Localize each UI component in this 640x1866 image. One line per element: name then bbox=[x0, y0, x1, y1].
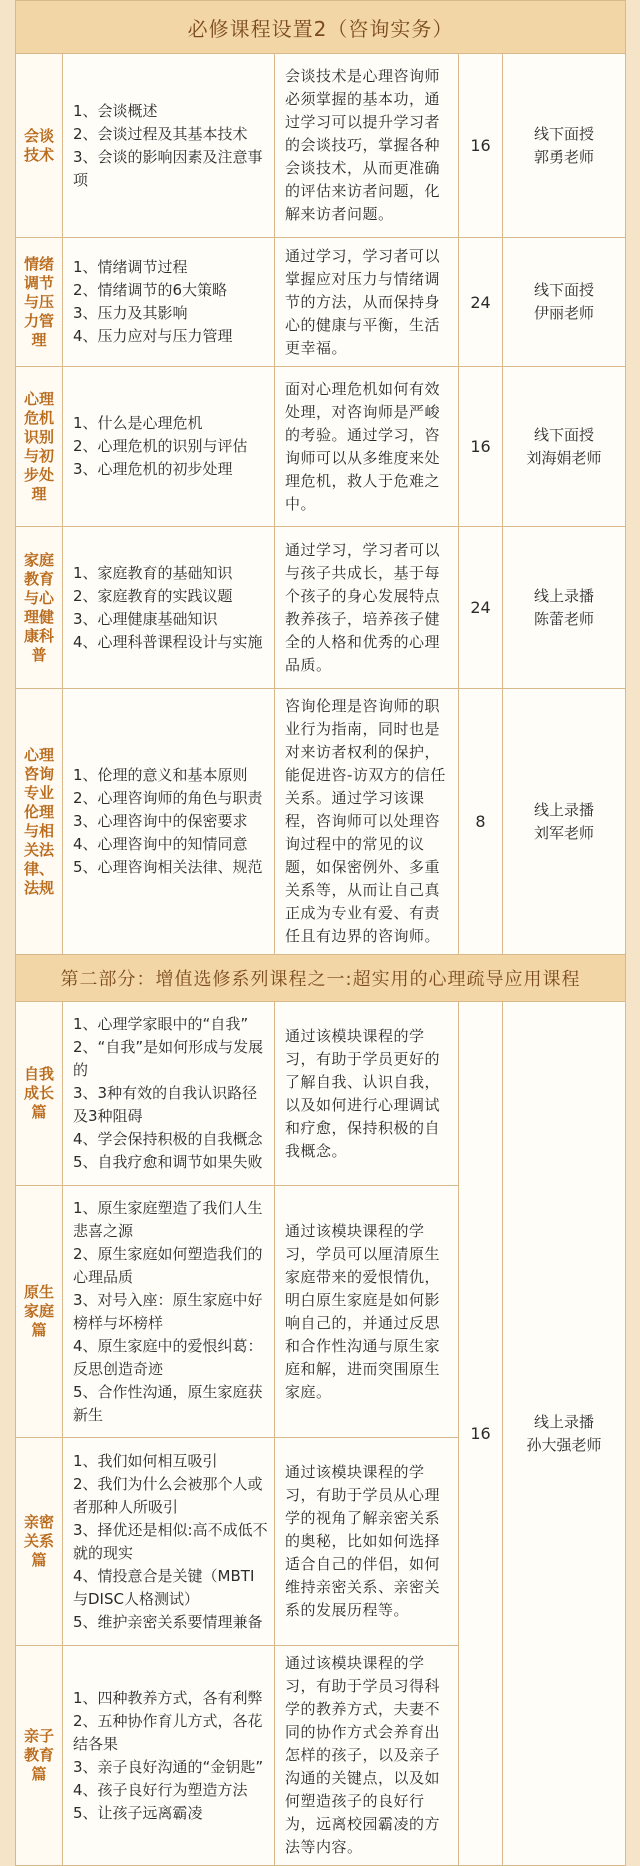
course-topics bbox=[63, 238, 275, 367]
module-name-line: 关系 bbox=[23, 1532, 54, 1550]
topic-item: 2、心理咨询师的角色与职责 bbox=[73, 789, 263, 807]
teacher-name: 刘军老师 bbox=[534, 823, 595, 842]
module-description: 通过该模块课程的学习，有助于学员习得科学的教养方式，夫妻不同的协作方式会养育出怎样的孩子，以及亲子沟通的关键点，以及如何塑造孩子的良好行为，远离校园霸凌的方法等内容。 bbox=[275, 1646, 459, 1866]
course-name-line: 危机 bbox=[23, 408, 54, 427]
module-name bbox=[16, 1646, 63, 1866]
course-description: 通过学习，学习者可以与孩子共成长，基于每个孩子的身心发展特点教养孩子，培养孩子健全的人格和优秀的心理品质。 bbox=[275, 527, 459, 689]
module-description: 通过该模块课程的学习，学员可以厘清原生家庭带来的爱恨情仇，明白原生家庭是如何影响自己的，并通过反思和合作性沟通与原生家庭和解，进而突围原生家庭。 bbox=[275, 1186, 459, 1438]
course-name-line: 康科 bbox=[23, 626, 54, 645]
course-name-line: 技术 bbox=[23, 145, 54, 164]
course-name-line: 理 bbox=[31, 484, 47, 503]
section-title-elective: 第二部分：增值选修系列课程之一:超实用的心理疏导应用课程 bbox=[16, 955, 626, 1002]
module-name bbox=[16, 1438, 63, 1646]
course-name-line: 教育 bbox=[23, 569, 54, 588]
module-name-line: 篇 bbox=[31, 1321, 47, 1339]
course-row bbox=[16, 527, 626, 689]
topic-item: 4、学会保持积极的自我概念 bbox=[73, 1130, 263, 1148]
course-name-line: 调节 bbox=[23, 273, 54, 292]
topic-item: 2、情绪调节的6大策略 bbox=[73, 281, 228, 299]
teacher-name: 陈蕾老师 bbox=[534, 609, 595, 628]
module-topics bbox=[63, 1002, 275, 1186]
course-name-line: 理 bbox=[31, 330, 47, 349]
course-name-line: 情绪 bbox=[23, 254, 54, 273]
course-topics bbox=[63, 367, 275, 527]
teaching-mode: 线上录播 bbox=[534, 800, 595, 819]
topic-item: 2、会谈过程及其基本技术 bbox=[73, 124, 248, 143]
module-name-line: 原生 bbox=[23, 1283, 54, 1301]
module-topics bbox=[63, 1438, 275, 1646]
course-name-line: 心理 bbox=[23, 745, 54, 764]
course-name bbox=[16, 527, 63, 689]
module-name-line: 篇 bbox=[31, 1103, 47, 1121]
topic-item: 1、情绪调节过程 bbox=[73, 258, 188, 276]
elective-row bbox=[16, 1002, 626, 1186]
topic-item: 4、心理科普课程设计与实施 bbox=[73, 632, 263, 651]
course-name-line: 伦理 bbox=[23, 802, 54, 821]
topic-item: 1、什么是心理危机 bbox=[73, 414, 203, 432]
teaching-mode: 线上录播 bbox=[534, 586, 595, 605]
teaching-mode: 线下面授 bbox=[534, 124, 595, 143]
topic-item: 5、心理咨询相关法律、规范 bbox=[73, 858, 263, 876]
course-row bbox=[16, 54, 626, 238]
topic-item: 3、会谈的影响因素及注意事项 bbox=[73, 147, 263, 189]
course-name-line: 会谈 bbox=[23, 126, 54, 145]
topic-item: 3、心理危机的初步处理 bbox=[73, 460, 233, 478]
module-name-line: 篇 bbox=[31, 1765, 47, 1783]
course-teacher bbox=[503, 689, 626, 955]
module-name-line: 篇 bbox=[31, 1551, 47, 1569]
elective-teacher bbox=[503, 1002, 626, 1866]
topic-item: 3、压力及其影响 bbox=[73, 304, 188, 322]
teacher-name: 刘海娟老师 bbox=[526, 448, 602, 467]
course-description: 通过学习，学习者可以掌握应对压力与情绪调节的方法，从而保持身心的健康与平衡，生活更幸福。 bbox=[275, 238, 459, 367]
module-topics bbox=[63, 1646, 275, 1866]
course-table-page bbox=[15, 0, 625, 1866]
topic-item: 2、心理危机的识别与评估 bbox=[73, 437, 248, 455]
topic-item: 3、对号入座：原生家庭中好榜样与坏榜样 bbox=[73, 1290, 263, 1332]
topic-item: 3、3种有效的自我认识路径及3种阻碍 bbox=[73, 1084, 258, 1125]
topic-item: 5、自我疗愈和调节如果失败 bbox=[73, 1153, 263, 1171]
course-name bbox=[16, 238, 63, 367]
elective-hours: 16 bbox=[459, 1002, 503, 1866]
course-name-line: 法规 bbox=[23, 878, 54, 897]
course-name-line: 与心 bbox=[23, 588, 54, 607]
course-row bbox=[16, 689, 626, 955]
topic-item: 2、我们为什么会被那个人或者那种人所吸引 bbox=[73, 1474, 263, 1516]
course-name-line: 专业 bbox=[23, 783, 54, 802]
course-name-line: 识别 bbox=[23, 427, 54, 446]
course-topics bbox=[63, 527, 275, 689]
topic-item: 2、五种协作育儿方式，各花结各果 bbox=[73, 1711, 263, 1753]
course-description: 会谈技术是心理咨询师必须掌握的基本功，通过学习可以提升学习者的会谈技巧，掌握各种会谈技术，从而更准确的评估来访者问题，化解来访者问题。 bbox=[275, 54, 459, 238]
course-description: 面对心理危机如何有效处理，对咨询师是严峻的考验。通过学习，咨询师可以从多维度来处理危机，救人于危难之中。 bbox=[275, 367, 459, 527]
course-hours: 16 bbox=[459, 367, 503, 527]
topic-item: 1、家庭教育的基础知识 bbox=[73, 563, 233, 582]
topic-item: 3、亲子良好沟通的“金钥匙” bbox=[73, 1757, 264, 1776]
section-title-required: 必修课程设置2（咨询实务） bbox=[16, 1, 626, 54]
module-name-line: 亲密 bbox=[23, 1513, 54, 1531]
course-row bbox=[16, 238, 626, 367]
course-name-line: 心理 bbox=[23, 389, 54, 408]
topic-item: 1、会谈概述 bbox=[73, 101, 158, 120]
topic-item: 1、四种教养方式，各有利弊 bbox=[73, 1688, 263, 1707]
topic-item: 4、心理咨询中的知情同意 bbox=[73, 835, 248, 853]
course-teacher bbox=[503, 238, 626, 367]
module-name-line: 成长 bbox=[23, 1084, 54, 1102]
course-topics bbox=[63, 54, 275, 238]
teaching-mode: 线下面授 bbox=[534, 425, 595, 444]
module-name bbox=[16, 1002, 63, 1186]
course-row bbox=[16, 367, 626, 527]
topic-item: 5、让孩子远离霸凌 bbox=[73, 1803, 203, 1822]
teaching-mode: 线上录播 bbox=[534, 1412, 595, 1431]
course-name bbox=[16, 54, 63, 238]
topic-item: 5、合作性沟通，原生家庭获新生 bbox=[73, 1382, 263, 1424]
topic-item: 3、择优还是相似:高不成低不就的现实 bbox=[73, 1520, 268, 1562]
module-name-line: 家庭 bbox=[23, 1302, 54, 1320]
course-name-line: 步处 bbox=[23, 465, 54, 484]
course-teacher bbox=[503, 54, 626, 238]
topic-item: 1、伦理的意义和基本原则 bbox=[73, 766, 248, 784]
course-table bbox=[15, 0, 626, 1866]
course-name-line: 与相 bbox=[23, 821, 54, 840]
module-description: 通过该模块课程的学习，有助于学员从心理学的视角了解亲密关系的奥秘，比如如何选择适合自己的伴侣，如何维持亲密关系、亲密关系的发展历程等。 bbox=[275, 1438, 459, 1646]
course-name-line: 家庭 bbox=[23, 550, 54, 569]
topic-item: 2、家庭教育的实践议题 bbox=[73, 586, 233, 605]
course-name-line: 咨询 bbox=[23, 764, 54, 783]
teaching-mode: 线下面授 bbox=[534, 281, 595, 299]
topic-item: 1、心理学家眼中的“自我” bbox=[73, 1015, 249, 1033]
module-topics bbox=[63, 1186, 275, 1438]
module-name bbox=[16, 1186, 63, 1438]
course-teacher bbox=[503, 367, 626, 527]
module-name-line: 教育 bbox=[23, 1746, 54, 1764]
course-description: 咨询伦理是咨询师的职业行为指南，同时也是对来访者权利的保护，能促进咨-访双方的信任关系。通过学习该课程，咨询师可以处理咨询过程中的常见的议题，如保密例外、多重关系等，从而让自己真正成为专业有爱、有责任且有边界的咨询师。 bbox=[275, 689, 459, 955]
course-name-line: 普 bbox=[31, 645, 47, 664]
course-name-line: 关法 bbox=[23, 840, 54, 859]
course-name bbox=[16, 689, 63, 955]
course-name-line: 理健 bbox=[23, 607, 54, 626]
topic-item: 4、情投意合是关键（MBTI与DISC人格测试） bbox=[73, 1566, 255, 1608]
course-name-line: 与压 bbox=[23, 292, 54, 311]
course-hours: 24 bbox=[459, 527, 503, 689]
topic-item: 2、原生家庭如何塑造我们的心理品质 bbox=[73, 1244, 263, 1286]
teacher-name: 伊丽老师 bbox=[534, 304, 595, 322]
course-topics bbox=[63, 689, 275, 955]
course-name-line: 与初 bbox=[23, 446, 54, 465]
topic-item: 4、孩子良好行为塑造方法 bbox=[73, 1780, 248, 1799]
topic-item: 3、心理咨询中的保密要求 bbox=[73, 812, 248, 830]
topic-item: 1、原生家庭塑造了我们人生悲喜之源 bbox=[73, 1198, 263, 1240]
teacher-name: 孙大强老师 bbox=[526, 1435, 602, 1454]
course-name-line: 律、 bbox=[23, 859, 54, 878]
module-description: 通过该模块课程的学习，有助于学员更好的了解自我、认识自我，以及如何进行心理调试和疗愈，保持积极的自我概念。 bbox=[275, 1002, 459, 1186]
topic-item: 4、压力应对与压力管理 bbox=[73, 327, 233, 345]
course-name-line: 力管 bbox=[23, 311, 54, 330]
course-hours: 8 bbox=[459, 689, 503, 955]
course-name bbox=[16, 367, 63, 527]
course-teacher bbox=[503, 527, 626, 689]
topic-item: 3、心理健康基础知识 bbox=[73, 609, 218, 628]
course-hours: 16 bbox=[459, 54, 503, 238]
topic-item: 5、维护亲密关系要情理兼备 bbox=[73, 1612, 263, 1631]
topic-item: 1、我们如何相互吸引 bbox=[73, 1451, 218, 1470]
topic-item: 4、原生家庭中的爱恨纠葛：反思创造奇迹 bbox=[73, 1336, 263, 1378]
module-name-line: 自我 bbox=[23, 1065, 54, 1083]
module-name-line: 亲子 bbox=[23, 1727, 54, 1745]
topic-item: 2、“自我”是如何形成与发展的 bbox=[73, 1038, 264, 1079]
course-hours: 24 bbox=[459, 238, 503, 367]
teacher-name: 郭勇老师 bbox=[534, 147, 595, 166]
